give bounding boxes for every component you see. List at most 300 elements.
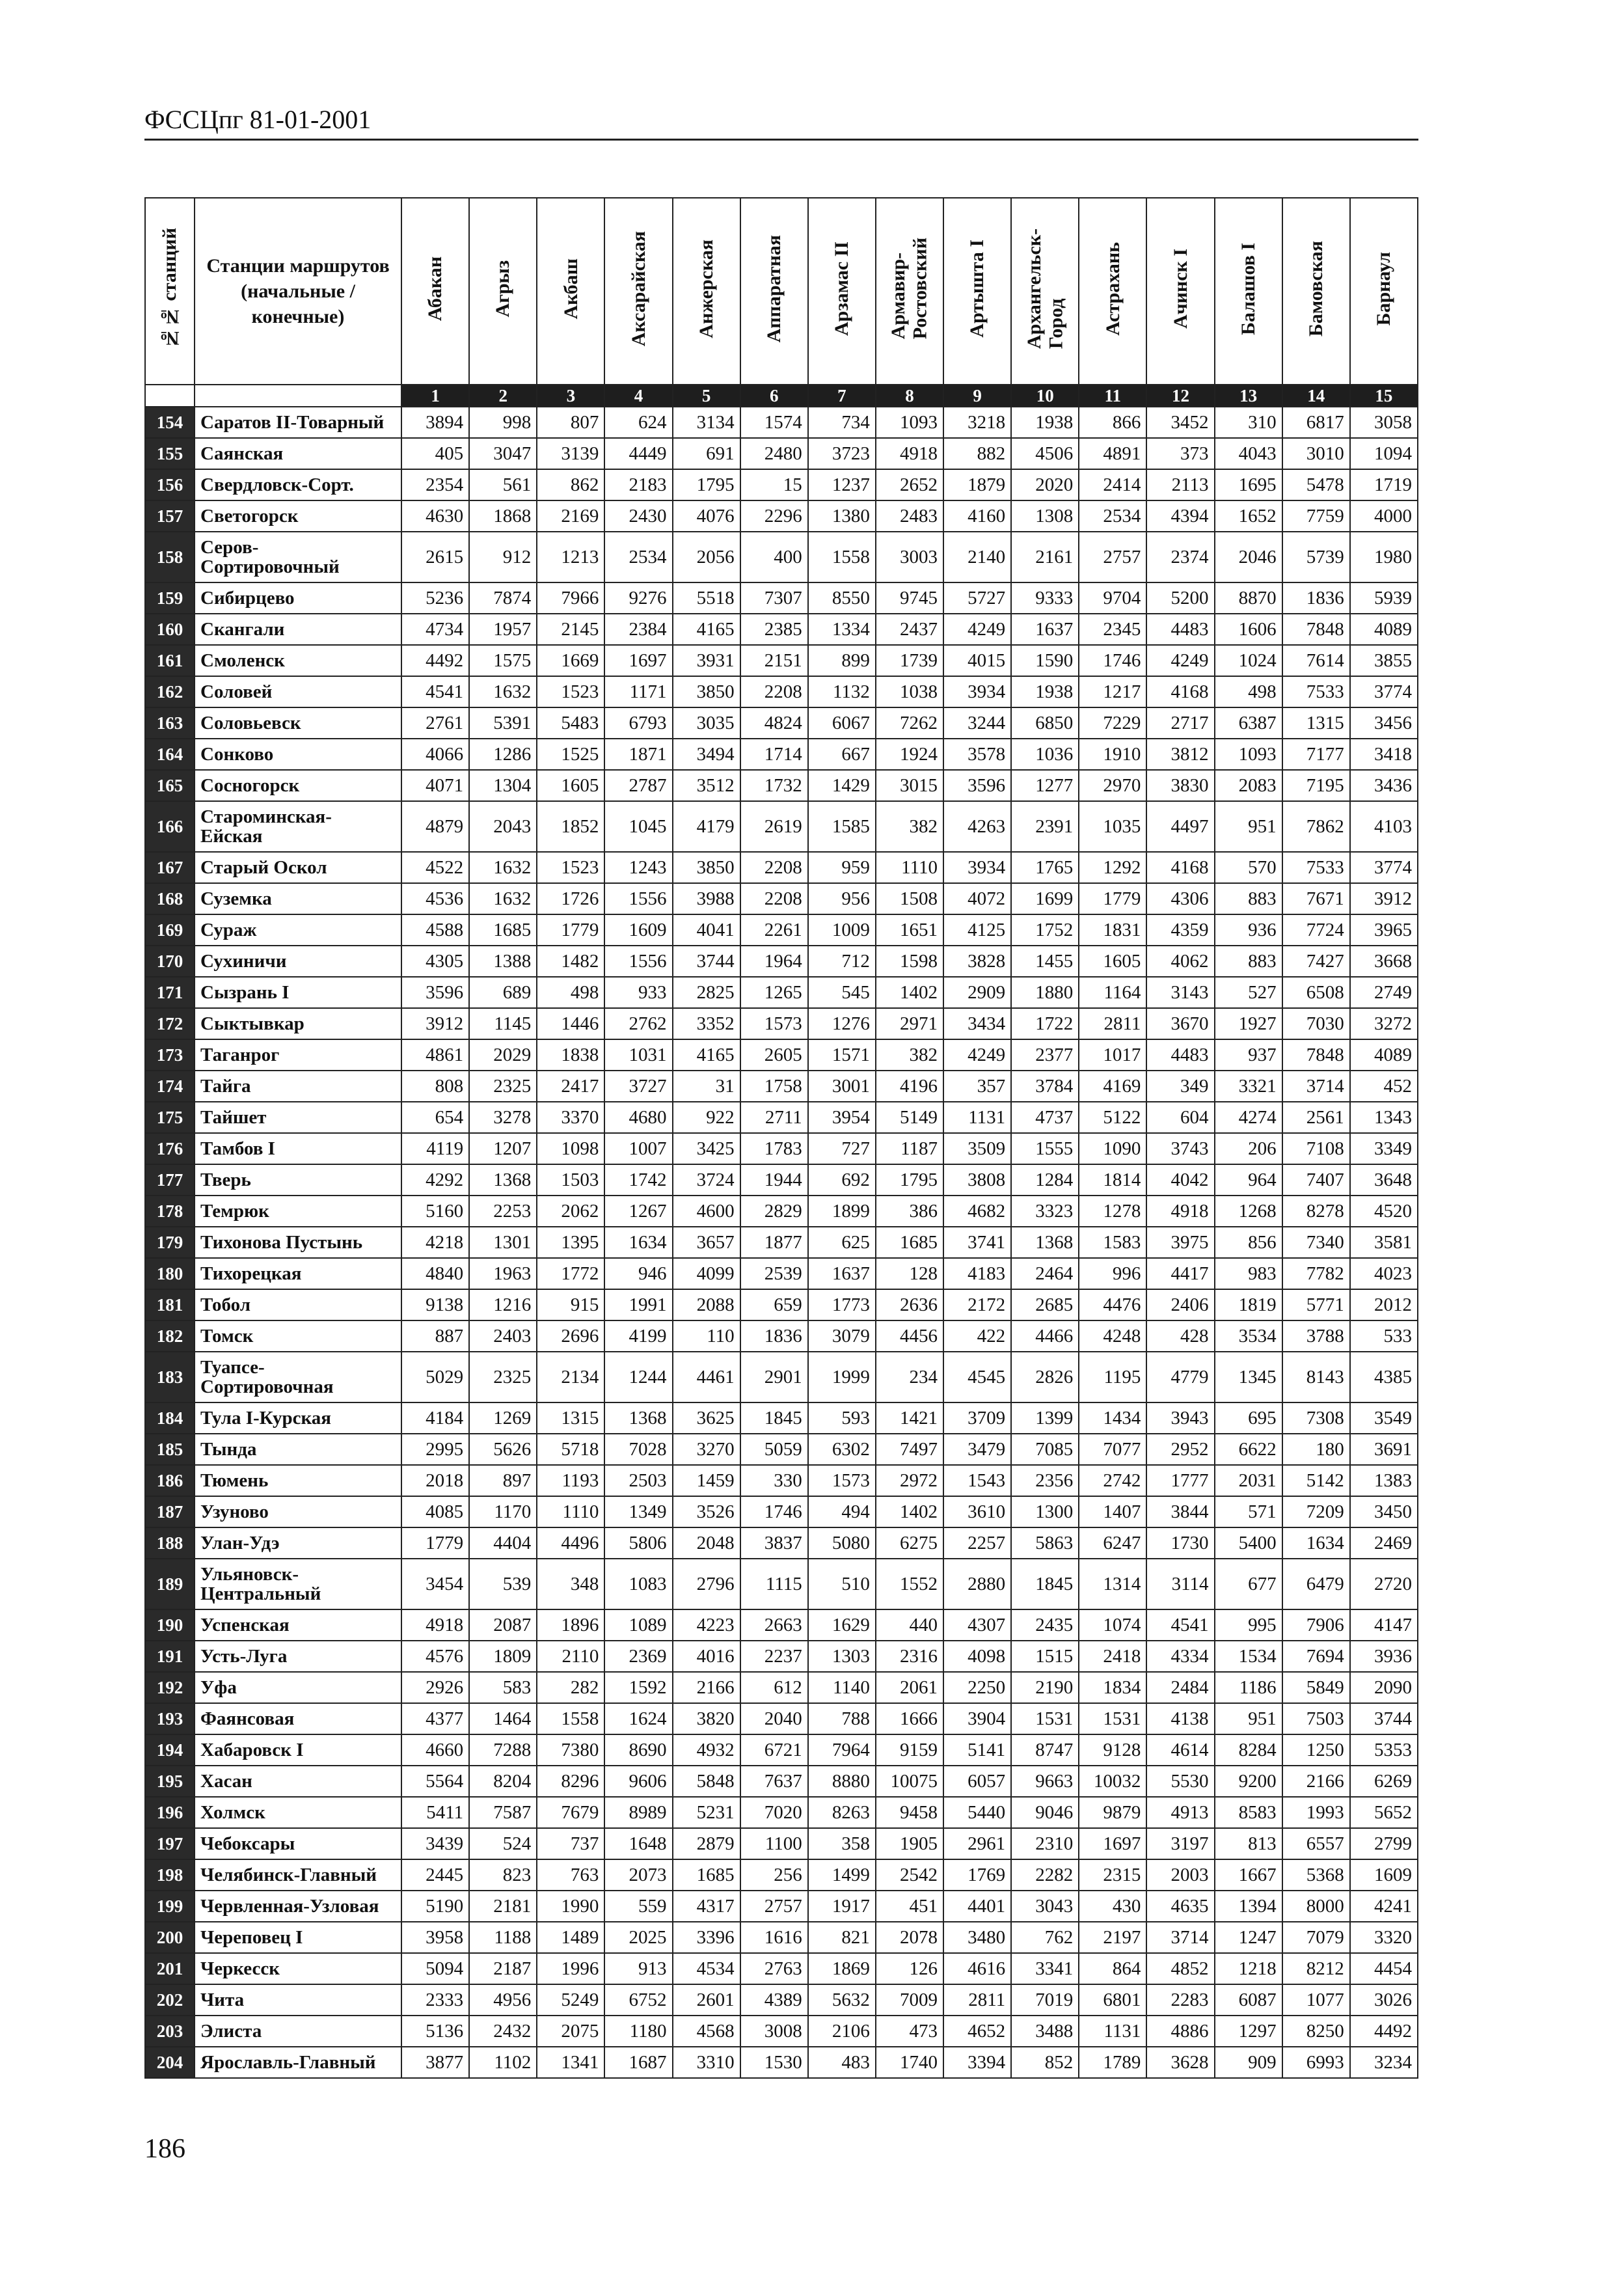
distance-cell: 2377 [1011, 1039, 1079, 1071]
column-header-row [145, 198, 1418, 385]
station-number: 163 [145, 707, 195, 739]
distance-cell: 1669 [537, 645, 604, 676]
distance-cell: 4401 [943, 1891, 1011, 1922]
station-name: Тула I-Курская [195, 1402, 401, 1434]
distance-cell: 1869 [808, 1953, 876, 1984]
distance-cell: 2762 [604, 1008, 672, 1039]
distance-cell: 1093 [1215, 739, 1282, 770]
distance-cell: 4913 [1146, 1797, 1214, 1828]
distance-cell: 856 [1215, 1227, 1282, 1258]
station-name: Серов- Сортировочный [195, 532, 401, 582]
table-row [145, 1766, 1418, 1797]
station-number: 154 [145, 407, 195, 438]
distance-cell: 883 [1215, 946, 1282, 977]
distance-cell: 7229 [1079, 707, 1146, 739]
distance-cell: 3454 [401, 1559, 469, 1609]
distance-cell: 5739 [1282, 532, 1350, 582]
distance-cell: 2046 [1215, 532, 1282, 582]
station-number: 171 [145, 977, 195, 1008]
distance-cell: 483 [808, 2047, 876, 2078]
distance-cell: 1896 [537, 1609, 604, 1641]
distance-cell: 5863 [1011, 1527, 1079, 1559]
distance-cell: 1583 [1079, 1227, 1146, 1258]
distance-cell: 7782 [1282, 1258, 1350, 1289]
station-number: 176 [145, 1133, 195, 1164]
distance-cell: 3480 [943, 1922, 1011, 1953]
distance-cell: 2391 [1011, 801, 1079, 852]
distance-cell: 5478 [1282, 469, 1350, 500]
distance-cell: 5190 [401, 1891, 469, 1922]
distance-cell: 8989 [604, 1797, 672, 1828]
distance-cell: 3820 [673, 1703, 740, 1734]
distance-cell: 3610 [943, 1496, 1011, 1527]
distance-cell: 922 [673, 1102, 740, 1133]
distance-cell: 7340 [1282, 1227, 1350, 1258]
distance-cell: 4041 [673, 914, 740, 946]
distance-cell: 4737 [1011, 1102, 1079, 1133]
distance-cell: 2880 [943, 1559, 1011, 1609]
distance-cell: 1637 [808, 1258, 876, 1289]
distance-cell: 1879 [943, 469, 1011, 500]
distance-cell: 1110 [537, 1496, 604, 1527]
distance-cell: 2078 [876, 1922, 943, 1953]
distance-cell: 7848 [1282, 614, 1350, 645]
distance-cell: 913 [604, 1953, 672, 1984]
distance-cell: 1429 [808, 770, 876, 801]
distance-cell: 3714 [1146, 1922, 1214, 1953]
distance-cell: 1074 [1079, 1609, 1146, 1641]
distance-cell: 3058 [1350, 407, 1418, 438]
distance-cell: 4125 [943, 914, 1011, 946]
distance-cell: 4317 [673, 1891, 740, 1922]
distance-cell: 5771 [1282, 1289, 1350, 1320]
distance-cell: 1268 [1215, 1196, 1282, 1227]
distance-cell: 571 [1215, 1496, 1282, 1527]
distance-cell: 5718 [537, 1434, 604, 1465]
distance-cell: 964 [1215, 1164, 1282, 1196]
distance-cell: 788 [808, 1703, 876, 1734]
distance-cell: 3323 [1011, 1196, 1079, 1227]
distance-cell: 2048 [673, 1527, 740, 1559]
distance-cell: 5200 [1146, 582, 1214, 614]
distance-cell: 1555 [1011, 1133, 1079, 1164]
distance-cell: 4545 [943, 1352, 1011, 1402]
station-number: 192 [145, 1672, 195, 1703]
distance-cell: 996 [1079, 1258, 1146, 1289]
distance-cell: 4404 [469, 1527, 537, 1559]
table-row [145, 1859, 1418, 1891]
distance-cell: 7964 [808, 1734, 876, 1766]
distance-cell: 559 [604, 1891, 672, 1922]
station-name: Саратов II-Товарный [195, 407, 401, 438]
distance-cell: 1482 [537, 946, 604, 977]
table-row [145, 614, 1418, 645]
distance-cell: 3494 [673, 739, 740, 770]
distance-cell: 1170 [469, 1496, 537, 1527]
distance-cell: 9663 [1011, 1766, 1079, 1797]
station-name: Тамбов I [195, 1133, 401, 1164]
station-number: 170 [145, 946, 195, 977]
distance-cell: 3549 [1350, 1402, 1418, 1434]
station-number: 186 [145, 1465, 195, 1496]
column-index: 10 [1011, 385, 1079, 407]
distance-cell: 2414 [1079, 469, 1146, 500]
distance-cell: 2720 [1350, 1559, 1418, 1609]
distance-cell: 2711 [740, 1102, 808, 1133]
distance-cell: 3439 [401, 1828, 469, 1859]
distance-cell: 4932 [673, 1734, 740, 1766]
distance-cell: 2283 [1146, 1984, 1214, 2016]
distance-cell: 1207 [469, 1133, 537, 1164]
distance-cell: 6793 [604, 707, 672, 739]
distance-cell: 1083 [604, 1559, 672, 1609]
distance-table [144, 197, 1418, 2079]
distance-cell: 4385 [1350, 1352, 1418, 1402]
distance-cell: 4103 [1350, 801, 1418, 852]
station-name: Уфа [195, 1672, 401, 1703]
distance-cell: 1089 [604, 1609, 672, 1641]
station-name: Соловьевск [195, 707, 401, 739]
distance-cell: 1964 [740, 946, 808, 977]
distance-cell: 2250 [943, 1672, 1011, 1703]
distance-cell: 2356 [1011, 1465, 1079, 1496]
distance-cell: 1836 [1282, 582, 1350, 614]
distance-cell: 527 [1215, 977, 1282, 1008]
distance-cell: 1637 [1011, 614, 1079, 645]
distance-cell: 126 [876, 1953, 943, 1984]
distance-cell: 1666 [876, 1703, 943, 1734]
distance-cell: 1145 [469, 1008, 537, 1039]
distance-cell: 1402 [876, 977, 943, 1008]
distance-cell: 6557 [1282, 1828, 1350, 1859]
distance-cell: 3830 [1146, 770, 1214, 801]
station-number: 160 [145, 614, 195, 645]
station-number: 183 [145, 1352, 195, 1402]
distance-cell: 3509 [943, 1133, 1011, 1164]
station-number: 178 [145, 1196, 195, 1227]
distance-cell: 1938 [1011, 407, 1079, 438]
table-row [145, 1559, 1418, 1609]
distance-cell: 3349 [1350, 1133, 1418, 1164]
distance-cell: 3774 [1350, 852, 1418, 883]
distance-cell: 7079 [1282, 1922, 1350, 1953]
distance-cell: 1752 [1011, 914, 1079, 946]
distance-cell: 3043 [1011, 1891, 1079, 1922]
distance-cell: 4956 [469, 1984, 537, 2016]
distance-cell: 386 [876, 1196, 943, 1227]
distance-cell: 234 [876, 1352, 943, 1402]
station-number: 172 [145, 1008, 195, 1039]
station-name: Томск [195, 1320, 401, 1352]
distance-cell: 2369 [604, 1641, 672, 1672]
distance-cell: 6721 [740, 1734, 808, 1766]
distance-cell: 4218 [401, 1227, 469, 1258]
distance-cell: 3047 [469, 438, 537, 469]
station-number: 199 [145, 1891, 195, 1922]
table-row [145, 1039, 1418, 1071]
distance-cell: 5411 [401, 1797, 469, 1828]
distance-cell: 2075 [537, 2016, 604, 2047]
distance-cell: 821 [808, 1922, 876, 1953]
distance-cell: 6387 [1215, 707, 1282, 739]
distance-cell: 4536 [401, 883, 469, 914]
distance-cell: 400 [740, 532, 808, 582]
distance-cell: 3450 [1350, 1496, 1418, 1527]
distance-cell: 4576 [401, 1641, 469, 1672]
table-header [145, 198, 1418, 407]
distance-cell: 4016 [673, 1641, 740, 1672]
distance-cell: 593 [808, 1402, 876, 1434]
distance-cell: 667 [808, 739, 876, 770]
distance-cell: 2952 [1146, 1434, 1214, 1465]
column-index: 2 [469, 385, 537, 407]
distance-cell: 2484 [1146, 1672, 1214, 1703]
distance-cell: 2181 [469, 1891, 537, 1922]
station-number: 167 [145, 852, 195, 883]
distance-cell: 3724 [673, 1164, 740, 1196]
station-number: 161 [145, 645, 195, 676]
distance-cell: 1237 [808, 469, 876, 500]
distance-cell: 995 [1215, 1609, 1282, 1641]
station-number: 180 [145, 1258, 195, 1289]
column-index: 15 [1350, 385, 1418, 407]
distance-cell: 951 [1215, 1703, 1282, 1734]
distance-cell: 2061 [876, 1672, 943, 1703]
distance-cell: 8212 [1282, 1953, 1350, 1984]
distance-cell: 4522 [401, 852, 469, 883]
distance-cell: 3436 [1350, 770, 1418, 801]
distance-cell: 4918 [401, 1609, 469, 1641]
distance-cell: 2403 [469, 1320, 537, 1352]
station-name: Тобол [195, 1289, 401, 1320]
distance-cell: 4138 [1146, 1703, 1214, 1734]
station-number: 173 [145, 1039, 195, 1071]
distance-cell: 936 [1215, 914, 1282, 946]
station-number: 179 [145, 1227, 195, 1258]
distance-cell: 612 [740, 1672, 808, 1703]
distance-cell: 4015 [943, 645, 1011, 676]
distance-cell: 2696 [537, 1320, 604, 1352]
distance-cell: 3931 [673, 645, 740, 676]
distance-cell: 4483 [1146, 614, 1214, 645]
station-name: Сибирцево [195, 582, 401, 614]
distance-cell: 4635 [1146, 1891, 1214, 1922]
distance-cell: 1877 [740, 1227, 808, 1258]
distance-cell: 2663 [740, 1609, 808, 1641]
distance-cell: 2972 [876, 1465, 943, 1496]
distance-cell: 1303 [808, 1641, 876, 1672]
distance-cell: 7533 [1282, 676, 1350, 707]
station-name: Сухиничи [195, 946, 401, 977]
distance-cell: 4861 [401, 1039, 469, 1071]
distance-cell: 7497 [876, 1434, 943, 1465]
distance-cell: 5632 [808, 1984, 876, 2016]
distance-cell: 2787 [604, 770, 672, 801]
table-row [145, 1703, 1418, 1734]
table-row [145, 676, 1418, 707]
distance-cell: 2717 [1146, 707, 1214, 739]
distance-cell: 5806 [604, 1527, 672, 1559]
distance-cell: 8550 [808, 582, 876, 614]
distance-cell: 1556 [604, 883, 672, 914]
distance-cell: 3975 [1146, 1227, 1214, 1258]
distance-cell: 1714 [740, 739, 808, 770]
distance-cell: 625 [808, 1227, 876, 1258]
distance-cell: 510 [808, 1559, 876, 1609]
distance-cell: 2757 [1079, 532, 1146, 582]
distance-cell: 2430 [604, 500, 672, 532]
distance-cell: 1131 [1079, 2016, 1146, 2047]
distance-cell: 2971 [876, 1008, 943, 1039]
distance-cell: 1598 [876, 946, 943, 977]
column-index: 12 [1146, 385, 1214, 407]
distance-cell: 3321 [1215, 1071, 1282, 1102]
distance-cell: 1284 [1011, 1164, 1079, 1196]
distance-cell: 3648 [1350, 1164, 1418, 1196]
distance-cell: 4089 [1350, 614, 1418, 645]
distance-cell: 2208 [740, 883, 808, 914]
distance-cell: 4249 [1146, 645, 1214, 676]
distance-cell: 5080 [808, 1527, 876, 1559]
table-row [145, 1609, 1418, 1641]
distance-cell: 1503 [537, 1164, 604, 1196]
distance-cell: 864 [1079, 1953, 1146, 1984]
distance-cell: 937 [1215, 1039, 1282, 1071]
distance-cell: 2926 [401, 1672, 469, 1703]
distance-cell: 422 [943, 1320, 1011, 1352]
distance-cell: 1819 [1215, 1289, 1282, 1320]
distance-cell: 110 [673, 1320, 740, 1352]
distance-cell: 3691 [1350, 1434, 1418, 1465]
distance-cell: 4305 [401, 946, 469, 977]
distance-cell: 2503 [604, 1465, 672, 1496]
distance-cell: 358 [808, 1828, 876, 1859]
distance-cell: 7503 [1282, 1703, 1350, 1734]
distance-cell: 6622 [1215, 1434, 1282, 1465]
station-name: Тайшет [195, 1102, 401, 1133]
distance-cell: 5368 [1282, 1859, 1350, 1891]
distance-cell: 1315 [537, 1402, 604, 1434]
distance-cell: 5141 [943, 1734, 1011, 1766]
distance-cell: 4085 [401, 1496, 469, 1527]
distance-cell: 9046 [1011, 1797, 1079, 1828]
distance-cell: 4306 [1146, 883, 1214, 914]
distance-cell: 1368 [604, 1402, 672, 1434]
distance-cell: 1508 [876, 883, 943, 914]
distance-cell: 763 [537, 1859, 604, 1891]
distance-cell: 4359 [1146, 914, 1214, 946]
distance-cell: 998 [469, 407, 537, 438]
distance-cell: 1685 [876, 1227, 943, 1258]
distance-cell: 3278 [469, 1102, 537, 1133]
table-row [145, 1133, 1418, 1164]
distance-cell: 4168 [1146, 676, 1214, 707]
distance-cell: 1218 [1215, 1953, 1282, 1984]
table-row [145, 883, 1418, 914]
station-name: Ульяновск- Центральный [195, 1559, 401, 1609]
column-header: Арзамас II [808, 198, 876, 385]
distance-cell: 7009 [876, 1984, 943, 2016]
distance-cell: 3936 [1350, 1641, 1418, 1672]
distance-cell: 1980 [1350, 532, 1418, 582]
distance-cell: 5094 [401, 1953, 469, 1984]
distance-cell: 357 [943, 1071, 1011, 1102]
distance-cell: 4023 [1350, 1258, 1418, 1289]
station-name: Туапсе- Сортировочная [195, 1352, 401, 1402]
station-number: 169 [145, 914, 195, 946]
distance-cell: 1017 [1079, 1039, 1146, 1071]
distance-cell: 4520 [1350, 1196, 1418, 1227]
station-number: 166 [145, 801, 195, 852]
station-number: 204 [145, 2047, 195, 2078]
distance-cell: 4852 [1146, 1953, 1214, 1984]
distance-cell: 1009 [808, 914, 876, 946]
distance-cell: 5391 [469, 707, 537, 739]
column-index-row [145, 385, 1418, 407]
distance-cell: 2761 [401, 707, 469, 739]
distance-cell: 3743 [1146, 1133, 1214, 1164]
table-row [145, 1434, 1418, 1465]
distance-cell: 7966 [537, 582, 604, 614]
distance-cell: 5160 [401, 1196, 469, 1227]
distance-cell: 4147 [1350, 1609, 1418, 1641]
table-row [145, 1672, 1418, 1703]
distance-cell: 561 [469, 469, 537, 500]
station-name: Элиста [195, 2016, 401, 2047]
distance-cell: 3954 [808, 1102, 876, 1133]
distance-cell: 3418 [1350, 739, 1418, 770]
station-name: Червленная-Узловая [195, 1891, 401, 1922]
distance-cell: 1880 [1011, 977, 1079, 1008]
distance-cell: 349 [1146, 1071, 1214, 1102]
distance-cell: 5564 [401, 1766, 469, 1797]
distance-cell: 7906 [1282, 1609, 1350, 1641]
distance-cell: 1297 [1215, 2016, 1282, 2047]
distance-cell: 1624 [604, 1703, 672, 1734]
distance-cell: 8000 [1282, 1891, 1350, 1922]
distance-cell: 1277 [1011, 770, 1079, 801]
distance-cell: 8250 [1282, 2016, 1350, 2047]
distance-cell: 4492 [401, 645, 469, 676]
station-name: Староминская- Ейская [195, 801, 401, 852]
distance-cell: 1726 [537, 883, 604, 914]
distance-cell: 4248 [1079, 1320, 1146, 1352]
distance-cell: 1217 [1079, 676, 1146, 707]
distance-cell: 4334 [1146, 1641, 1214, 1672]
distance-cell: 3581 [1350, 1227, 1418, 1258]
table-row [145, 707, 1418, 739]
page-number: 186 [144, 2134, 185, 2164]
distance-cell: 539 [469, 1559, 537, 1609]
distance-cell: 2534 [604, 532, 672, 582]
distance-cell: 2003 [1146, 1859, 1214, 1891]
distance-cell: 2909 [943, 977, 1011, 1008]
station-name: Суземка [195, 883, 401, 914]
distance-cell: 1267 [604, 1196, 672, 1227]
column-header: Астрахань [1079, 198, 1146, 385]
distance-cell: 1871 [604, 739, 672, 770]
station-name: Черкесск [195, 1953, 401, 1984]
distance-cell: 946 [604, 1258, 672, 1289]
distance-cell: 3320 [1350, 1922, 1418, 1953]
table-row [145, 1352, 1418, 1402]
distance-cell: 4089 [1350, 1039, 1418, 1071]
column-index: 14 [1282, 385, 1350, 407]
distance-cell: 1590 [1011, 645, 1079, 676]
distance-cell: 1789 [1079, 2047, 1146, 2078]
distance-cell: 1990 [537, 1891, 604, 1922]
distance-cell: 1383 [1350, 1465, 1418, 1496]
